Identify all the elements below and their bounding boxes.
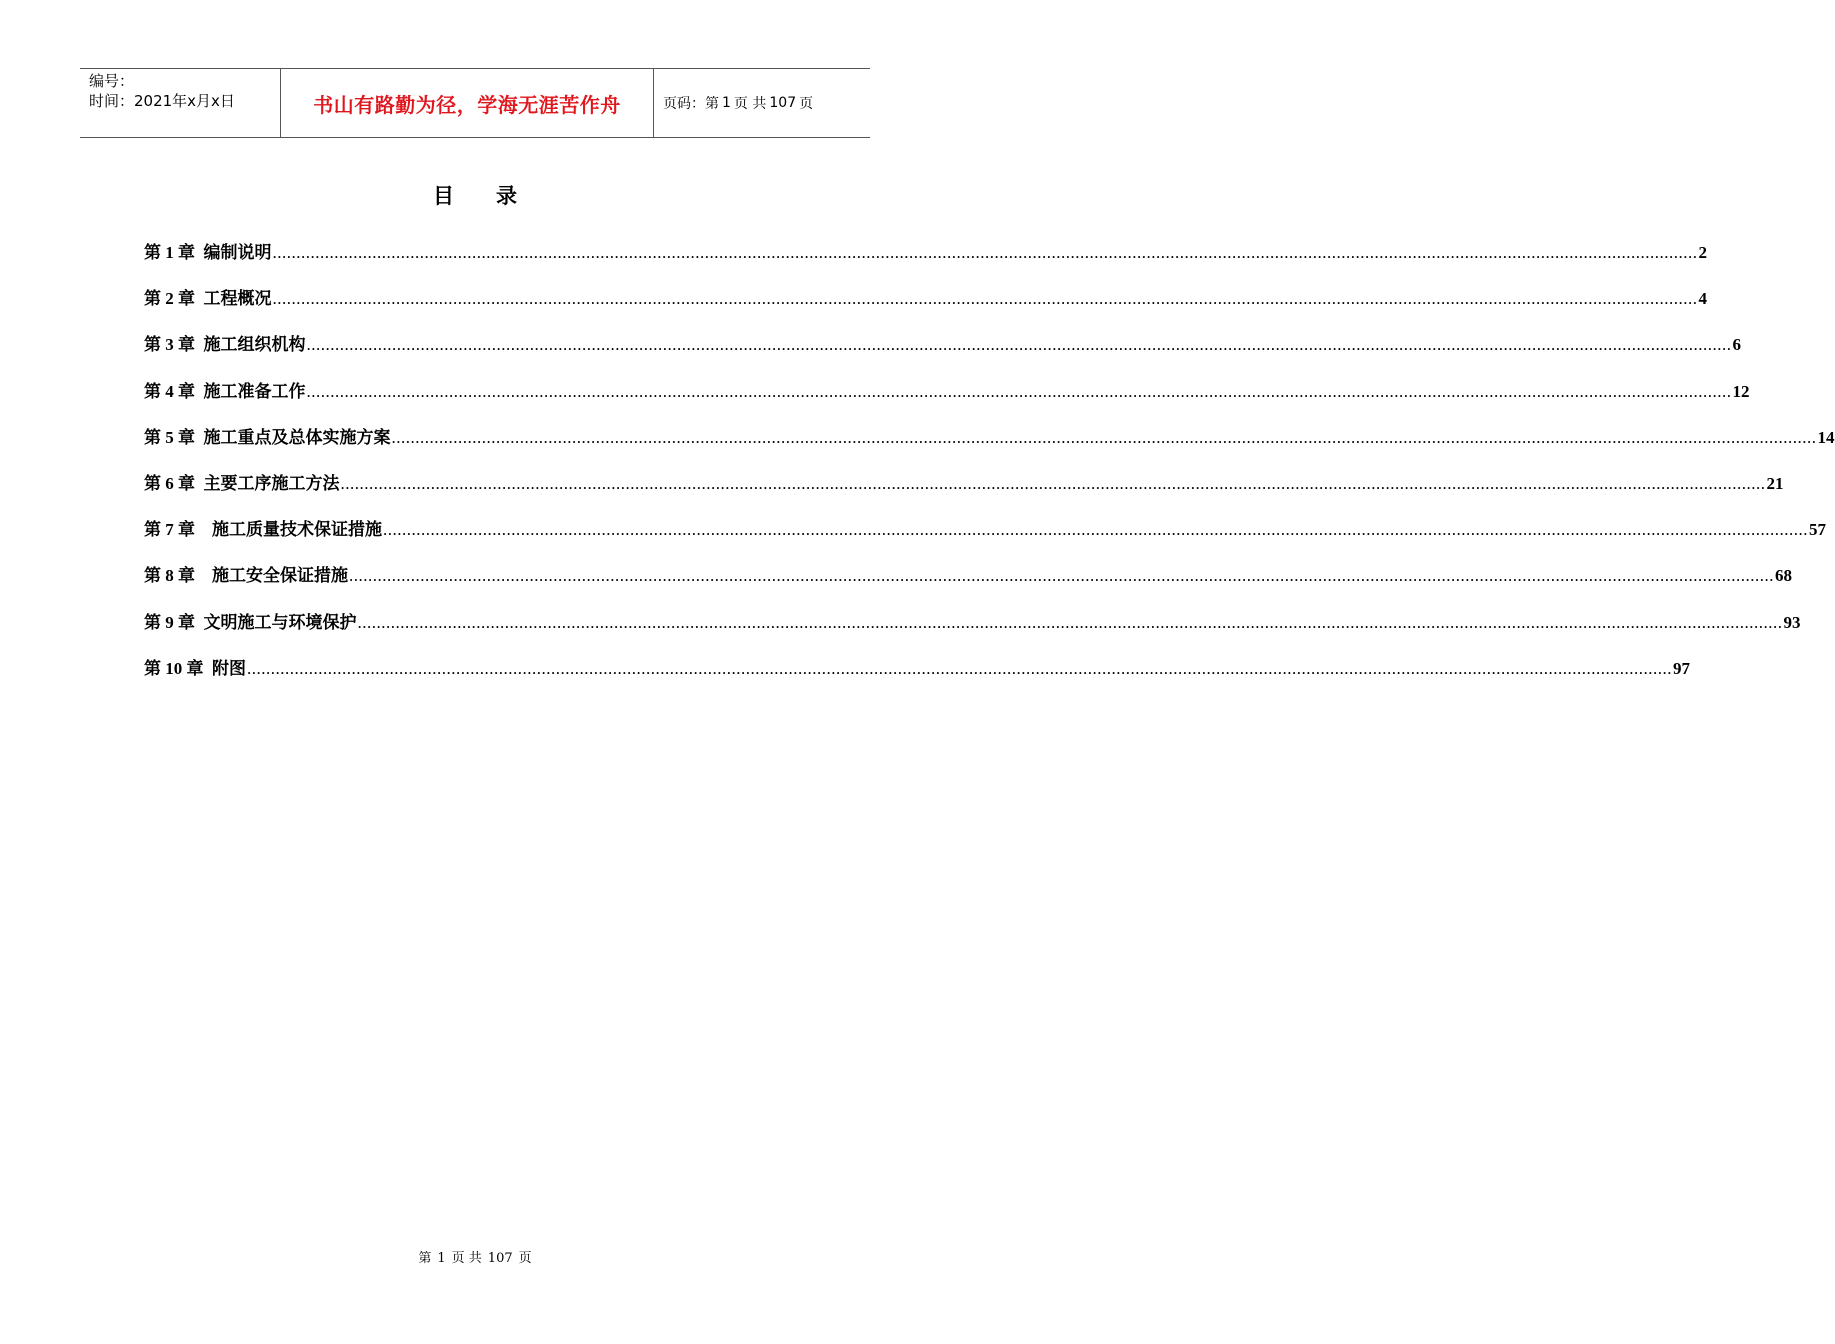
footer-prefix: 第 [418,1251,432,1266]
toc-entry[interactable] [144,423,1835,469]
toc-entry-label: 第 8 章 施工安全保证措施 [144,566,348,586]
toc-entry[interactable] [144,608,1801,654]
footer-current: 1 [437,1251,446,1266]
footer-total: 107 [487,1251,513,1266]
toc-entry-label: 第 2 章 工程概况 [144,289,272,309]
toc-leader-dots: ............................................................................................................................................................................................................................................................................................................ [306,381,1732,401]
header-page-prefix: 页码：第 [663,96,719,112]
footer-suffix: 页 [518,1251,532,1266]
toc-entry-label: 第 10 章 附图 [144,658,246,678]
toc-entry-label: 第 1 章 编制说明 [144,243,272,262]
header-page-current: 1 [722,95,731,111]
toc-entry[interactable] [144,469,1784,515]
toc-leader-dots: ............................................................................................................................................................................................................................................................................................................ [340,473,1766,493]
footer-mid: 页 共 [451,1251,482,1266]
toc-entry-page: 97 [1673,658,1690,678]
toc-leader-dots: ............................................................................................................................................................................................................................................................................................................ [247,658,1672,678]
header-page-suffix: 页 [799,96,814,112]
document-time-label: 时间：2021年x月x日 [89,92,235,110]
toc-entry-page: 6 [1732,335,1741,355]
toc-entry[interactable] [144,284,1707,330]
header-motto: 书山有路勤为径，学海无涯苦作舟 [281,69,654,137]
document-number-label: 编号： [89,72,135,90]
toc-leader-dots: ............................................................................................................................................................................................................................................................................................................ [349,566,1774,586]
table-of-contents [144,238,1835,700]
header-page-total: 107 [769,95,797,111]
toc-leader-dots: ............................................................................................................................................................................................................................................................................................................ [306,335,1732,355]
page-footer [0,1247,950,1266]
toc-entry-page: 57 [1809,520,1826,540]
header-page-info [654,69,870,137]
toc-leader-dots: ............................................................................................................................................................................................................................................................................................................ [391,427,1817,447]
page-header [80,68,870,138]
toc-entry-label: 第 4 章 施工准备工作 [144,381,306,401]
toc-entry-label: 第 5 章 施工重点及总体实施方案 [144,427,391,447]
toc-entry-label: 第 7 章 施工质量技术保证措施 [144,520,382,540]
toc-entry[interactable] [144,654,1690,700]
toc-entry-page: 2 [1698,243,1707,262]
toc-entry-page: 21 [1766,473,1784,493]
toc-entry-page: 93 [1783,612,1801,632]
header-page-mid: 页 共 [733,96,767,112]
toc-leader-dots: ............................................................................................................................................................................................................................................................................................................ [272,289,1698,309]
toc-title: 目录 [433,183,559,208]
toc-entry-page: 68 [1775,566,1792,586]
toc-leader-dots: ............................................................................................................................................................................................................................................................................................................ [383,520,1808,540]
toc-entry[interactable] [144,238,1707,284]
toc-entry-page: 14 [1817,427,1835,447]
toc-entry[interactable] [144,377,1750,423]
toc-entry[interactable] [144,330,1741,376]
header-meta [80,69,281,137]
toc-entry[interactable] [144,561,1792,607]
toc-entry-page: 12 [1732,381,1750,401]
toc-entry-page: 4 [1698,289,1707,309]
toc-entry-label: 第 3 章 施工组织机构 [144,335,306,355]
toc-leader-dots: ............................................................................................................................................................................................................................................................................................................ [357,612,1783,632]
toc-leader-dots: ............................................................................................................................................................................................................................................................................................................ [272,243,1698,262]
toc-entry[interactable] [144,515,1826,561]
toc-entry-label: 第 6 章 主要工序施工方法 [144,473,340,493]
toc-entry-label: 第 9 章 文明施工与环境保护 [144,612,357,632]
